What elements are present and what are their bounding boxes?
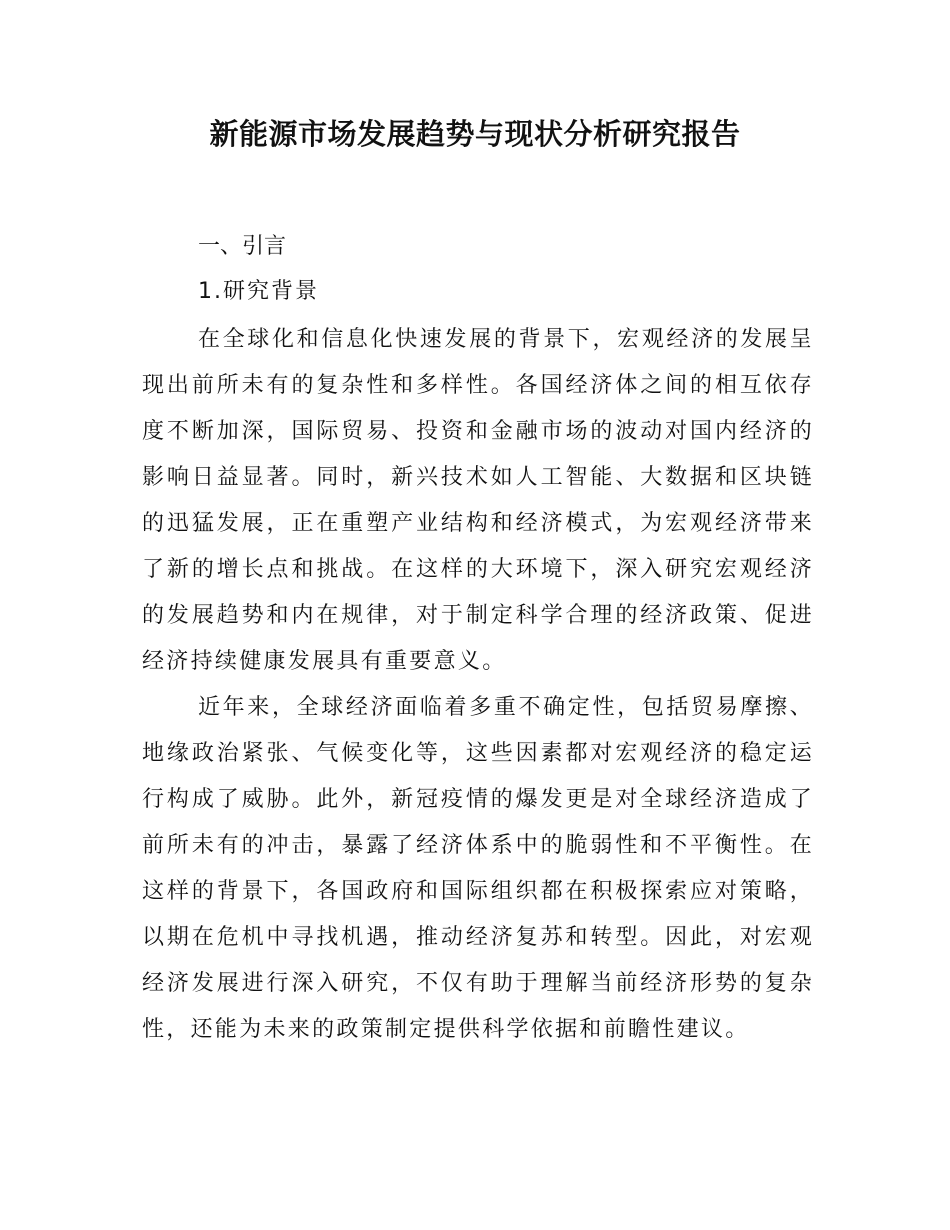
subsection-heading-research-background: 1.研究背景 [198, 279, 319, 304]
section-heading-introduction: 一、引言 [198, 234, 287, 259]
body-paragraph: 近年来，全球经济面临着多重不确定性，包括贸易摩擦、地缘政治紧张、气候变化等，这些因素都对宏观经济的稳定运行构成了威胁。此外，新冠疫情的爆发更是对全球经济造成了前所未有的冲击，暴露了经济体系中的脆弱性和不平衡性。在这样的背景下，各国政府和国际组织都在积极探索应对策略，以期在危机中寻找机遇，推动经济复苏和转型。因此，对宏观经济发展进行深入研究，不仅有助于理解当前经济形势的复杂性，还能为未来的政策制定提供科学依据和前瞻性建议。 [142, 695, 814, 1042]
body-paragraph: 在全球化和信息化快速发展的背景下，宏观经济的发展呈现出前所未有的复杂性和多样性。各国经济体之间的相互依存度不断加深，国际贸易、投资和金融市场的波动对国内经济的影响日益显著。同时，新兴技术如人工智能、大数据和区块链的迅猛发展，正在重塑产业结构和经济模式，为宏观经济带来了新的增长点和挑战。在这样的大环境下，深入研究宏观经济的发展趋势和内在规律，对于制定科学合理的经济政策、促进经济持续健康发展具有重要意义。 [142, 327, 814, 674]
document-title: 新能源市场发展趋势与现状分析研究报告 [209, 117, 741, 151]
